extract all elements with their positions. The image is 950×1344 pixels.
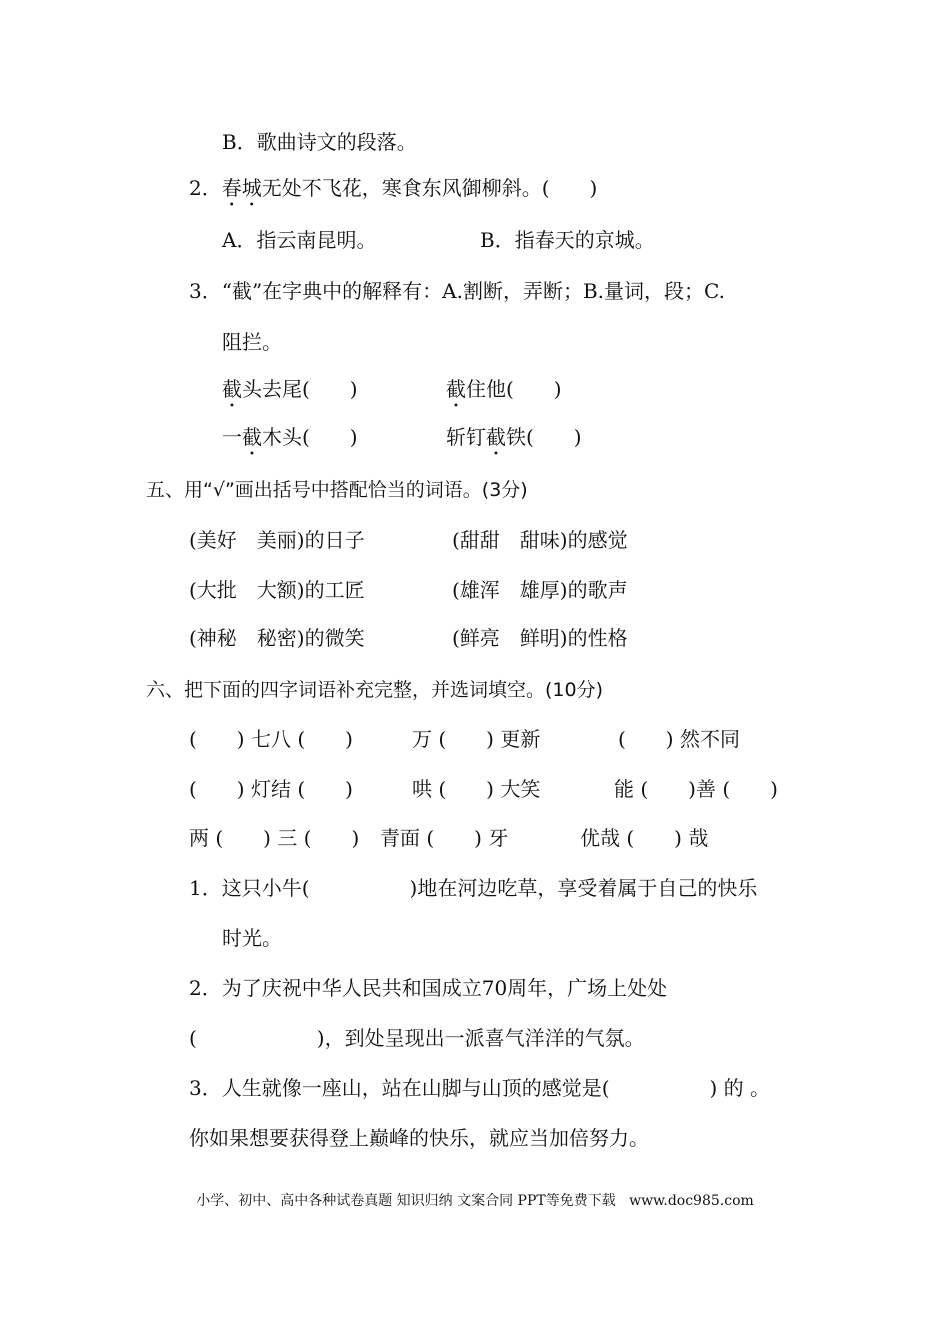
sentence-3-cont: 你如果想要获得登上巅峰的快乐，就应当加倍努力。 bbox=[189, 1126, 649, 1150]
q3-item-post: 头去尾( ) bbox=[242, 377, 358, 401]
idiom-item: ( ) 灯结 ( ) bbox=[189, 777, 353, 801]
q3-emph-char: 截 bbox=[486, 425, 506, 449]
sentence-2: 2．为了庆祝中华人民共和国成立70周年，广场上处处 bbox=[189, 976, 668, 1000]
q3-item bbox=[446, 376, 562, 412]
sentence-1-cont: 时光。 bbox=[222, 926, 282, 950]
q3-emph-char: 截 bbox=[222, 377, 242, 401]
sentence-3: 3．人生就像一座山，站在山脚与山顶的感觉是( ) 的 。 bbox=[189, 1076, 771, 1100]
section5-item: (美好 美丽)的日子 bbox=[189, 528, 365, 552]
q2-number: 2． bbox=[189, 176, 222, 200]
section5-item: (大批 大额)的工匠 bbox=[189, 578, 365, 602]
q3-item-pre: 斩钉 bbox=[446, 425, 486, 449]
idiom-item: 两 ( ) 三 ( ) bbox=[189, 826, 360, 850]
q3-item-pre: 一 bbox=[222, 425, 242, 449]
q3-item bbox=[446, 424, 582, 460]
section5-heading: 五、用“√”画出括号中搭配恰当的词语。(3分) bbox=[146, 479, 528, 501]
q2-question bbox=[189, 175, 597, 211]
section5-item: (鲜亮 鲜明)的性格 bbox=[452, 626, 628, 650]
sentence-1: 1．这只小牛( )地在河边吃草，享受着属于自己的快乐 bbox=[189, 876, 758, 900]
idiom-item: 哄 ( ) 大笑 bbox=[412, 777, 541, 801]
q3-item bbox=[222, 376, 358, 412]
idiom-item: ( ) 然不同 bbox=[618, 727, 740, 751]
sentence-2-cont: ( )，到处呈现出一派喜气洋洋的气氛。 bbox=[189, 1026, 645, 1050]
q3-item-post: 住他( ) bbox=[466, 377, 562, 401]
q3-item bbox=[222, 424, 358, 460]
q2-text: 无处不飞花，寒食东风御柳斜。( ) bbox=[261, 176, 598, 200]
q1-option-b: B．歌曲诗文的段落。 bbox=[222, 130, 417, 154]
idiom-item: 优哉 ( ) 哉 bbox=[580, 826, 709, 850]
idiom-item: ( ) 七八 ( ) bbox=[189, 727, 353, 751]
section5-item: (神秘 秘密)的微笑 bbox=[189, 626, 365, 650]
q3-question: 3．“截”在字典中的解释有：A.割断，弄断；B.量词，段；C. bbox=[189, 279, 725, 303]
q2-option-a: A．指云南昆明。 bbox=[222, 228, 377, 252]
section5-item: (雄浑 雄厚)的歌声 bbox=[452, 578, 628, 602]
q3-emph-char: 截 bbox=[446, 377, 466, 401]
q3-item-post: 铁( ) bbox=[506, 425, 582, 449]
q3-item-post: 木头( ) bbox=[262, 425, 358, 449]
idiom-item: 万 ( ) 更新 bbox=[412, 727, 541, 751]
idiom-item: 能 ( )善 ( ) bbox=[614, 777, 778, 801]
section6-heading: 六、把下面的四字词语补充完整，并选词填空。(10分) bbox=[146, 679, 604, 701]
footer-text: 小学、初中、高中各种试卷真题 知识归纳 文案合同 PPT等免费下载 www.doc985.com bbox=[196, 1193, 754, 1209]
q3-question-cont: 阻拦。 bbox=[222, 330, 282, 354]
idiom-item: 青面 ( ) 牙 bbox=[380, 826, 509, 850]
section5-item: (甜甜 甜味)的感觉 bbox=[452, 528, 628, 552]
q2-option-b: B．指春天的京城。 bbox=[480, 228, 655, 252]
q2-emphasized-word: 春城 bbox=[221, 176, 262, 200]
q3-emph-char: 截 bbox=[242, 425, 262, 449]
